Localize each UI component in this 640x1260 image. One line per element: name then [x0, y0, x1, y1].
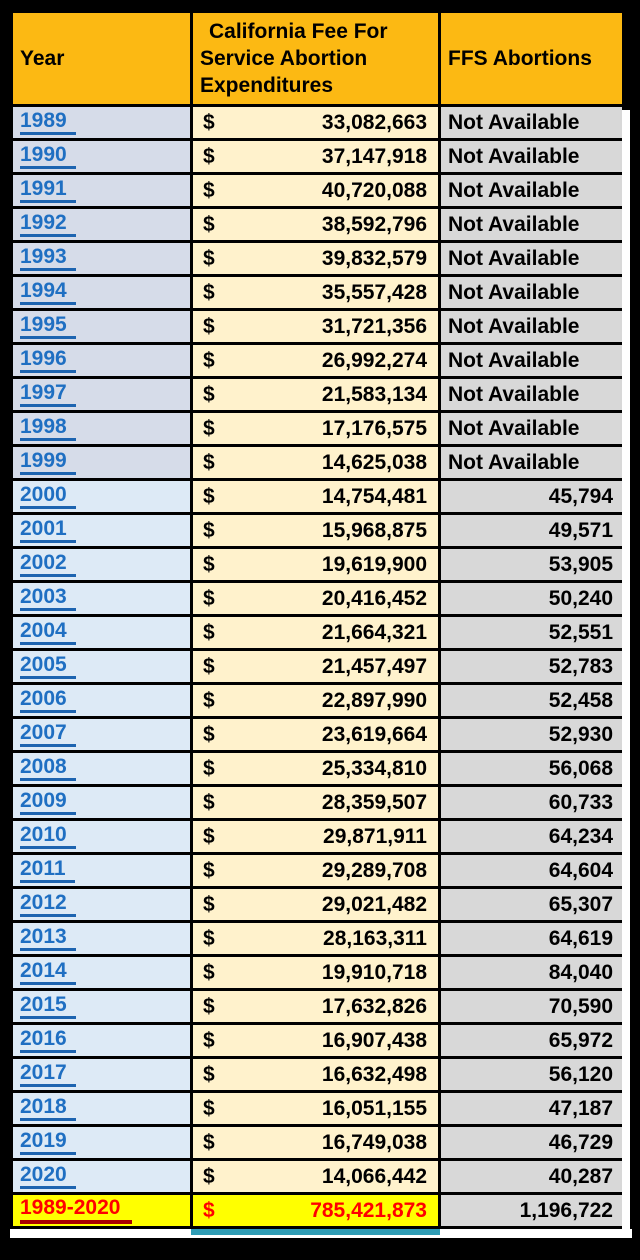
dollar-sign: $ — [203, 892, 215, 916]
ffs-cell: 64,619 — [440, 922, 624, 956]
ffs-cell: 50,240 — [440, 582, 624, 616]
ffs-cell: Not Available — [440, 140, 624, 174]
table-row — [12, 276, 624, 310]
ffs-cell: 70,590 — [440, 990, 624, 1024]
dollar-sign: $ — [203, 1062, 215, 1086]
year-link[interactable]: 2018 — [20, 1096, 76, 1121]
year-link[interactable]: 1989 — [20, 110, 76, 135]
dollar-sign: $ — [203, 484, 215, 508]
expenditure-cell — [192, 276, 440, 310]
dollar-sign: $ — [203, 824, 215, 848]
abortion-expenditures-table — [10, 10, 625, 1229]
header-expenditures-line3: Expenditures — [200, 74, 334, 98]
expenditure-amount: 16,051,155 — [321, 1096, 427, 1120]
expenditure-cell — [192, 412, 440, 446]
table-row — [12, 956, 624, 990]
ffs-cell: 56,068 — [440, 752, 624, 786]
table-row — [12, 582, 624, 616]
year-link[interactable]: 2016 — [20, 1028, 76, 1053]
dollar-sign: $ — [203, 1096, 215, 1120]
year-link[interactable]: 2007 — [20, 722, 76, 747]
expenditure-amount: 31,721,356 — [321, 314, 427, 338]
table-row — [12, 174, 624, 208]
expenditure-cell — [192, 378, 440, 412]
sheet-right-strip — [622, 110, 630, 1229]
year-cell — [12, 582, 192, 616]
ffs-cell: 84,040 — [440, 956, 624, 990]
year-cell — [12, 140, 192, 174]
expenditure-cell — [192, 514, 440, 548]
expenditure-amount: 23,619,664 — [321, 722, 427, 746]
dollar-sign: $ — [203, 790, 215, 814]
year-cell — [12, 1126, 192, 1160]
year-link[interactable]: 2000 — [20, 484, 76, 509]
dollar-sign: $ — [203, 416, 215, 440]
expenditure-amount: 29,871,911 — [323, 824, 427, 848]
year-cell — [12, 1160, 192, 1194]
ffs-cell: Not Available — [440, 174, 624, 208]
year-link[interactable]: 1990 — [20, 144, 76, 169]
expenditure-amount: 16,907,438 — [321, 1028, 427, 1052]
year-link[interactable]: 2012 — [20, 892, 76, 917]
expenditure-cell — [192, 106, 440, 140]
year-cell — [12, 106, 192, 140]
expenditure-cell — [192, 1160, 440, 1194]
expenditure-cell — [192, 956, 440, 990]
expenditure-amount: 14,066,442 — [321, 1164, 427, 1188]
year-cell — [12, 1058, 192, 1092]
expenditure-amount: 25,334,810 — [321, 756, 427, 780]
year-cell — [12, 616, 192, 650]
dollar-sign: $ — [203, 246, 215, 270]
dollar-sign: $ — [203, 1164, 215, 1188]
ffs-cell: Not Available — [440, 412, 624, 446]
total-row — [12, 1194, 624, 1228]
table-row — [12, 514, 624, 548]
year-link[interactable]: 2013 — [20, 926, 76, 951]
ffs-cell: 60,733 — [440, 786, 624, 820]
header-year: Year — [12, 12, 192, 106]
table-row — [12, 446, 624, 480]
table-row — [12, 1092, 624, 1126]
expenditure-cell — [192, 174, 440, 208]
year-link[interactable]: 2004 — [20, 620, 76, 645]
dollar-sign: $ — [203, 654, 215, 678]
year-link[interactable]: 2014 — [20, 960, 76, 985]
ffs-cell: 45,794 — [440, 480, 624, 514]
expenditure-amount: 37,147,918 — [321, 144, 427, 168]
ffs-cell: Not Available — [440, 344, 624, 378]
dollar-sign: $ — [203, 280, 215, 304]
expenditure-amount: 35,557,428 — [321, 280, 427, 304]
expenditure-amount: 19,619,900 — [321, 552, 427, 576]
year-link[interactable]: 2005 — [20, 654, 76, 679]
dollar-sign: $ — [203, 960, 215, 984]
expenditure-cell — [192, 718, 440, 752]
year-cell — [12, 684, 192, 718]
ffs-cell: 56,120 — [440, 1058, 624, 1092]
dollar-sign: $ — [203, 586, 215, 610]
teal-underline-bar — [191, 1229, 440, 1235]
dollar-sign: $ — [203, 620, 215, 644]
table-row — [12, 480, 624, 514]
ffs-cell: 40,287 — [440, 1160, 624, 1194]
year-cell — [12, 242, 192, 276]
expenditure-amount: 22,897,990 — [321, 688, 427, 712]
year-cell — [12, 514, 192, 548]
table-row — [12, 106, 624, 140]
year-link[interactable]: 2015 — [20, 994, 76, 1019]
dollar-sign: $ — [203, 722, 215, 746]
table-row — [12, 1160, 624, 1194]
expenditure-cell — [192, 242, 440, 276]
expenditure-amount: 17,632,826 — [321, 994, 427, 1018]
expenditure-amount: 17,176,575 — [321, 416, 427, 440]
header-ffs: FFS Abortions — [440, 12, 624, 106]
expenditure-cell — [192, 684, 440, 718]
year-cell — [12, 378, 192, 412]
dollar-sign: $ — [203, 1130, 215, 1154]
header-expenditures-line2: Service Abortion — [200, 46, 368, 70]
expenditure-cell — [192, 650, 440, 684]
header-expenditures-line1: California Fee For — [209, 19, 388, 43]
table-row — [12, 854, 624, 888]
ffs-cell: 64,604 — [440, 854, 624, 888]
year-cell — [12, 446, 192, 480]
expenditure-amount: 21,457,497 — [321, 654, 427, 678]
ffs-cell: Not Available — [440, 276, 624, 310]
year-cell — [12, 820, 192, 854]
table-row — [12, 718, 624, 752]
expenditure-amount: 26,992,274 — [321, 348, 427, 372]
table-row — [12, 922, 624, 956]
year-cell — [12, 208, 192, 242]
year-cell — [12, 1092, 192, 1126]
ffs-cell: Not Available — [440, 208, 624, 242]
ffs-cell: Not Available — [440, 446, 624, 480]
year-link[interactable]: 1991 — [20, 178, 76, 203]
total-expenditure-cell — [192, 1194, 440, 1228]
expenditure-cell — [192, 1126, 440, 1160]
expenditure-amount: 28,359,507 — [321, 790, 427, 814]
ffs-cell: 52,458 — [440, 684, 624, 718]
ffs-cell: 49,571 — [440, 514, 624, 548]
table-row — [12, 344, 624, 378]
total-label: 1989-2020 — [20, 1197, 132, 1224]
dollar-sign: $ — [203, 178, 215, 202]
year-link[interactable]: 2010 — [20, 824, 76, 849]
expenditure-cell — [192, 582, 440, 616]
table-row — [12, 208, 624, 242]
table-row — [12, 752, 624, 786]
expenditure-cell — [192, 854, 440, 888]
table-row — [12, 684, 624, 718]
table-row — [12, 1024, 624, 1058]
expenditure-cell — [192, 922, 440, 956]
dollar-sign: $ — [203, 994, 215, 1018]
ffs-cell: Not Available — [440, 106, 624, 140]
year-link[interactable]: 1993 — [20, 246, 76, 271]
year-cell — [12, 650, 192, 684]
header-expenditures — [192, 12, 440, 106]
dollar-sign: $ — [203, 382, 215, 406]
year-link[interactable]: 2011 — [20, 858, 75, 883]
expenditure-amount: 39,832,579 — [321, 246, 427, 270]
dollar-sign: $ — [203, 926, 215, 950]
year-link[interactable]: 2019 — [20, 1130, 76, 1155]
expenditure-amount: 28,163,311 — [323, 926, 427, 950]
year-link[interactable]: 2003 — [20, 586, 76, 611]
expenditure-amount: 40,720,088 — [321, 178, 427, 202]
year-cell — [12, 854, 192, 888]
expenditure-cell — [192, 344, 440, 378]
expenditure-cell — [192, 990, 440, 1024]
year-link[interactable]: 1998 — [20, 416, 76, 441]
year-cell — [12, 480, 192, 514]
year-cell — [12, 752, 192, 786]
expenditure-cell — [192, 888, 440, 922]
ffs-cell: 65,307 — [440, 888, 624, 922]
dollar-sign: $ — [203, 688, 215, 712]
dollar-sign: $ — [203, 110, 215, 134]
expenditure-amount: 21,664,321 — [321, 620, 427, 644]
table-row — [12, 378, 624, 412]
ffs-cell: 47,187 — [440, 1092, 624, 1126]
dollar-sign: $ — [203, 450, 215, 474]
ffs-cell: Not Available — [440, 378, 624, 412]
table-row — [12, 616, 624, 650]
year-cell — [12, 344, 192, 378]
expenditure-cell — [192, 140, 440, 174]
year-link[interactable]: 1994 — [20, 280, 76, 305]
year-cell — [12, 956, 192, 990]
expenditure-cell — [192, 548, 440, 582]
dollar-sign: $ — [203, 756, 215, 780]
total-label-cell — [12, 1194, 192, 1228]
year-link[interactable]: 2001 — [20, 518, 76, 543]
year-link[interactable]: 1999 — [20, 450, 76, 475]
table-row — [12, 242, 624, 276]
header-row — [12, 12, 624, 106]
ffs-cell: 52,930 — [440, 718, 624, 752]
year-link[interactable]: 1995 — [20, 314, 76, 339]
dollar-sign: $ — [203, 518, 215, 542]
year-link[interactable]: 2002 — [20, 552, 76, 577]
expenditure-cell — [192, 446, 440, 480]
expenditure-amount: 16,749,038 — [321, 1130, 427, 1154]
year-link[interactable]: 2017 — [20, 1062, 76, 1087]
year-link[interactable]: 2008 — [20, 756, 76, 781]
table-row — [12, 140, 624, 174]
year-cell — [12, 548, 192, 582]
expenditure-cell — [192, 1058, 440, 1092]
expenditure-cell — [192, 1092, 440, 1126]
year-cell — [12, 276, 192, 310]
ffs-cell: 52,783 — [440, 650, 624, 684]
table-row — [12, 888, 624, 922]
table-row — [12, 786, 624, 820]
ffs-cell: 52,551 — [440, 616, 624, 650]
dollar-sign: $ — [203, 212, 215, 236]
year-cell — [12, 1024, 192, 1058]
year-cell — [12, 174, 192, 208]
expenditure-amount: 14,754,481 — [321, 484, 427, 508]
total-dollar-sign: $ — [203, 1198, 215, 1222]
ffs-cell: Not Available — [440, 310, 624, 344]
table-row — [12, 412, 624, 446]
sheet-bottom-strip — [10, 1229, 632, 1238]
expenditure-cell — [192, 752, 440, 786]
dollar-sign: $ — [203, 144, 215, 168]
dollar-sign: $ — [203, 858, 215, 882]
year-link[interactable]: 2006 — [20, 688, 76, 713]
total-expenditure-amount: 785,421,873 — [310, 1198, 427, 1222]
expenditure-cell — [192, 616, 440, 650]
year-cell — [12, 718, 192, 752]
spreadsheet-region — [10, 10, 632, 1238]
expenditure-amount: 29,289,708 — [321, 858, 427, 882]
expenditure-amount: 33,082,663 — [321, 110, 427, 134]
ffs-cell: Not Available — [440, 242, 624, 276]
total-ffs-cell: 1,196,722 — [440, 1194, 624, 1228]
year-link[interactable]: 1996 — [20, 348, 76, 373]
dollar-sign: $ — [203, 552, 215, 576]
year-link[interactable]: 2020 — [20, 1164, 76, 1189]
expenditure-amount: 16,632,498 — [321, 1062, 427, 1086]
expenditure-cell — [192, 480, 440, 514]
dollar-sign: $ — [203, 348, 215, 372]
expenditure-amount: 20,416,452 — [321, 586, 427, 610]
dollar-sign: $ — [203, 314, 215, 338]
year-cell — [12, 990, 192, 1024]
year-link[interactable]: 1992 — [20, 212, 76, 237]
table-row — [12, 548, 624, 582]
expenditure-cell — [192, 310, 440, 344]
expenditure-cell — [192, 1024, 440, 1058]
year-cell — [12, 412, 192, 446]
expenditure-cell — [192, 820, 440, 854]
table-row — [12, 1126, 624, 1160]
year-link[interactable]: 1997 — [20, 382, 76, 407]
expenditure-amount: 19,910,718 — [321, 960, 427, 984]
expenditure-amount: 38,592,796 — [321, 212, 427, 236]
year-cell — [12, 786, 192, 820]
year-cell — [12, 888, 192, 922]
expenditure-amount: 21,583,134 — [321, 382, 427, 406]
table-row — [12, 820, 624, 854]
table-row — [12, 1058, 624, 1092]
expenditure-amount: 29,021,482 — [321, 892, 427, 916]
ffs-cell: 53,905 — [440, 548, 624, 582]
dollar-sign: $ — [203, 1028, 215, 1052]
ffs-cell: 64,234 — [440, 820, 624, 854]
year-cell — [12, 922, 192, 956]
expenditure-amount: 14,625,038 — [321, 450, 427, 474]
expenditure-cell — [192, 786, 440, 820]
year-link[interactable]: 2009 — [20, 790, 76, 815]
ffs-cell: 46,729 — [440, 1126, 624, 1160]
table-row — [12, 310, 624, 344]
table-row — [12, 650, 624, 684]
expenditure-cell — [192, 208, 440, 242]
ffs-cell: 65,972 — [440, 1024, 624, 1058]
expenditure-amount: 15,968,875 — [321, 518, 427, 542]
year-cell — [12, 310, 192, 344]
table-row — [12, 990, 624, 1024]
